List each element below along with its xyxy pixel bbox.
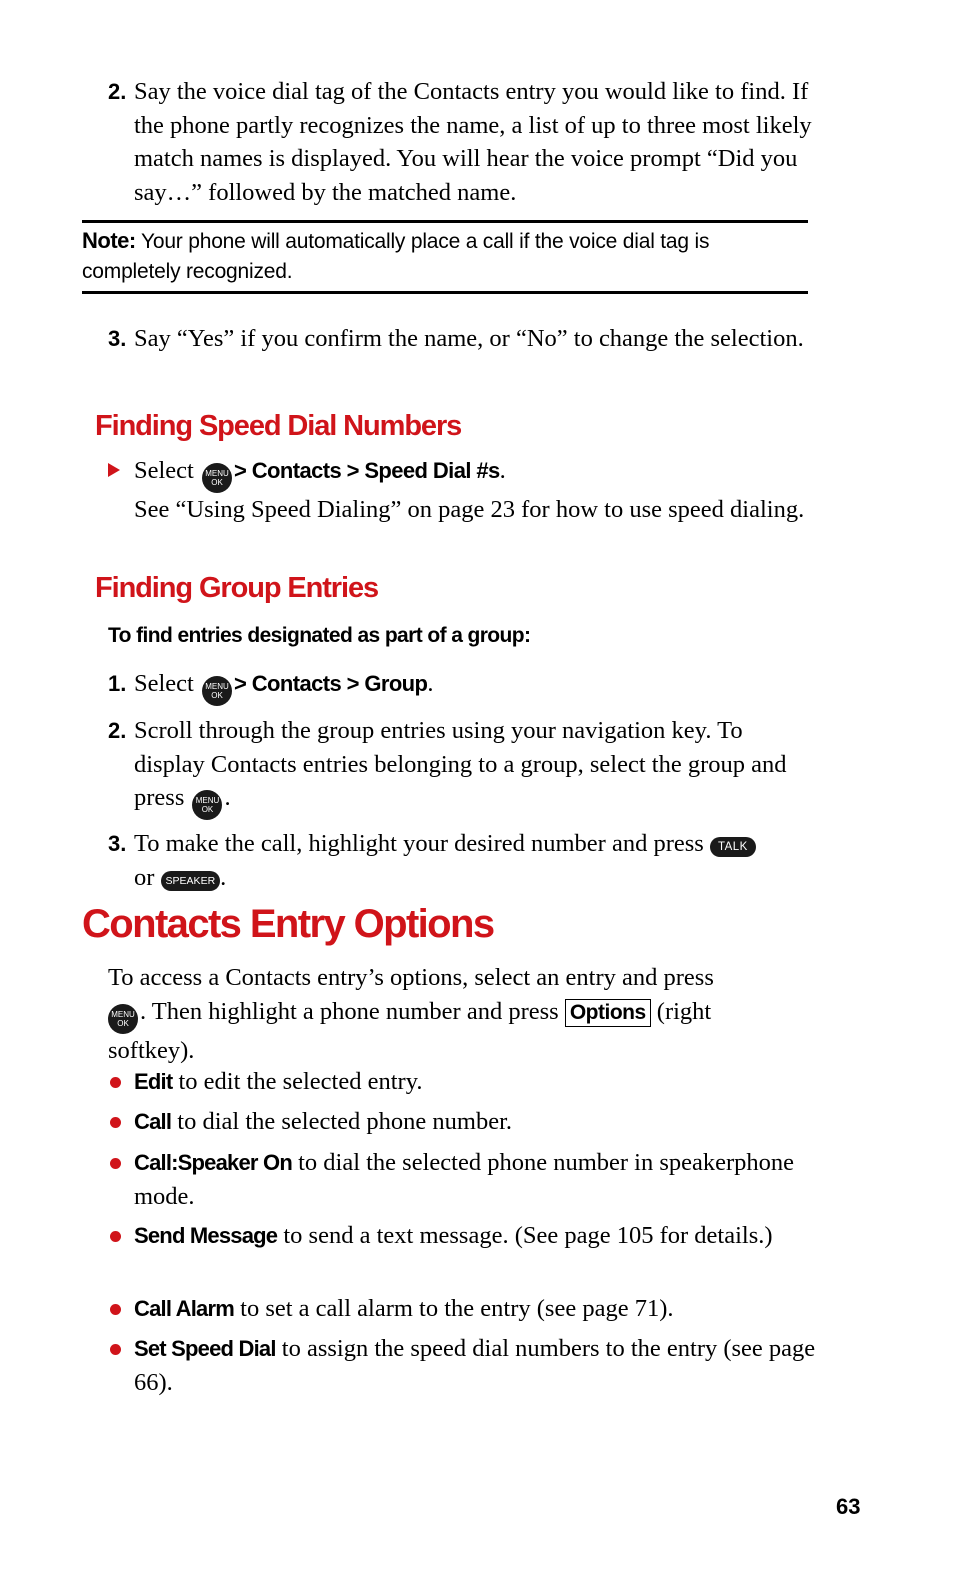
step-text: Scroll through the group entries using your navigation key. To display Contacts entries belonging to a group, select the group and press	[134, 717, 787, 811]
menu-ok-key-icon: MENU OK	[192, 790, 222, 820]
option-bullet: Call:Speaker On to dial the selected phone number in speakerphone mode.	[108, 1146, 818, 1213]
option-term: Call:Speaker On	[134, 1150, 292, 1175]
group-lead-text: To find entries designated as part of a group:	[108, 624, 531, 647]
group-step-2: 2. Scroll through the group entries using your navigation key. To display Contacts entries belonging to a group, select the group and press MENU OK .	[108, 714, 818, 820]
option-term: Send Message	[134, 1223, 278, 1248]
step-number: 3.	[108, 326, 127, 351]
bullet-dot-icon	[110, 1158, 121, 1169]
option-term: Edit	[134, 1069, 173, 1094]
step-text: Say the voice dial tag of the Contacts entry you would like to find. If the phone partly recognizes the name, a list of up to three most likely match names is displayed. You will hear the voice prompt “Did you say…” followed by the matched name.	[134, 78, 812, 206]
speaker-key-icon: SPEAKER	[161, 871, 221, 891]
step-number: 2.	[108, 718, 127, 743]
see-reference: See “Using Speed Dialing” on page 23 for how to use speed dialing.	[134, 496, 805, 523]
step-number: 2.	[108, 79, 127, 104]
option-bullet: Send Message to send a text message. (See page 105 for details.)	[108, 1219, 818, 1253]
menu-path: > Contacts > Speed Dial #s	[234, 458, 500, 483]
group-step-1: 1. Select MENU OK > Contacts > Group.	[108, 667, 818, 706]
option-bullet: Edit to edit the selected entry.	[108, 1065, 818, 1099]
option-bullet: Set Speed Dial to assign the speed dial numbers to the entry (see page 66).	[108, 1332, 818, 1399]
note-box	[82, 226, 808, 287]
select-word: Select	[134, 457, 194, 484]
option-term: Set Speed Dial	[134, 1336, 276, 1361]
select-word: Select	[134, 670, 194, 697]
menu-path: > Contacts > Group	[234, 671, 428, 696]
step-text: Say “Yes” if you confirm the name, or “No” to change the selection.	[134, 325, 804, 352]
step-2-voice-dial	[108, 75, 818, 209]
step-3-voice-confirm	[108, 322, 818, 356]
bullet-dot-icon	[110, 1304, 121, 1315]
menu-ok-key-icon: MENU OK	[108, 1004, 138, 1034]
menu-ok-key-icon: MENU OK	[202, 463, 232, 493]
heading-contacts-entry-options: Contacts Entry Options	[82, 902, 494, 946]
option-term: Call Alarm	[134, 1296, 235, 1321]
group-step-3: 3. To make the call, highlight your desired number and press TALK or SPEAKER .	[108, 827, 818, 894]
page-number: 63	[836, 1494, 861, 1519]
bullet-dot-icon	[110, 1344, 121, 1355]
note-bottom-rule	[82, 291, 808, 294]
talk-key-icon: TALK	[710, 837, 756, 857]
step-number: 3.	[108, 831, 127, 856]
option-term: Call	[134, 1109, 172, 1134]
heading-speed-dial: Finding Speed Dial Numbers	[95, 410, 462, 442]
step-text: To make the call, highlight your desired number and press	[134, 830, 704, 857]
menu-ok-key-icon: MENU OK	[202, 676, 232, 706]
step-number: 1.	[108, 671, 127, 696]
option-bullet: Call Alarm to set a call alarm to the entry (see page 71).	[108, 1292, 818, 1326]
note-top-rule	[82, 220, 808, 223]
speed-dial-instruction: Select MENU OK > Contacts > Speed Dial #s. See “Using Speed Dialing” on page 23 for how to use speed dialing.	[108, 454, 818, 527]
option-bullet: Call to dial the selected phone number.	[108, 1105, 818, 1139]
options-intro: To access a Contacts entry’s options, select an entry and press MENU OK . Then highlight a phone number and press Options (right softkey).	[108, 964, 714, 1064]
options-softkey: Options	[565, 999, 651, 1027]
arrow-bullet-icon	[108, 463, 120, 477]
note-label: Note:	[82, 228, 136, 253]
note-text: Your phone will automatically place a call if the voice dial tag is completely recognized.	[82, 230, 710, 283]
heading-group-entries: Finding Group Entries	[95, 572, 379, 604]
bullet-dot-icon	[110, 1117, 121, 1128]
bullet-dot-icon	[110, 1077, 121, 1088]
bullet-dot-icon	[110, 1231, 121, 1242]
